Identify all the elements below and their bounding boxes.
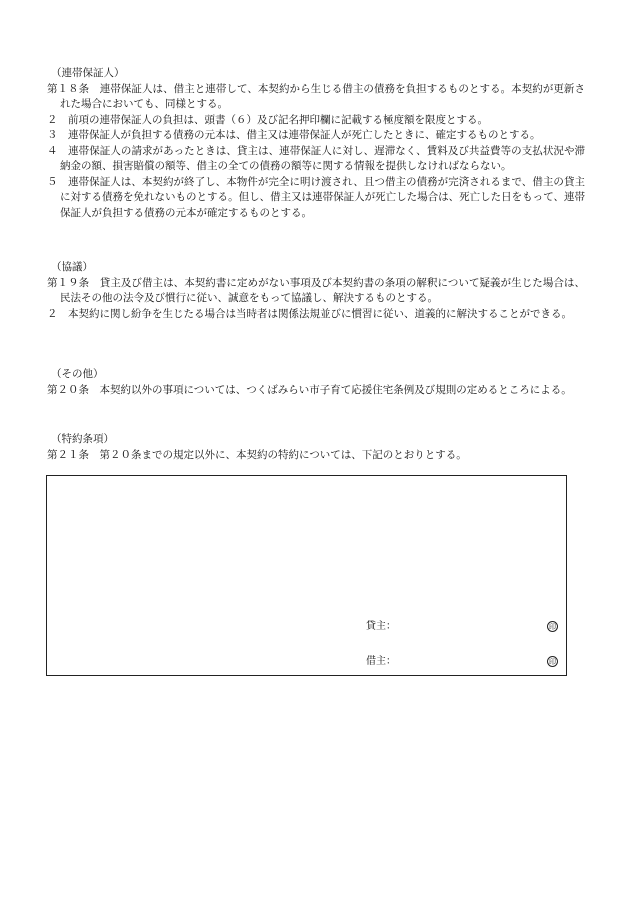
- article-18-heading: （連帯保証人）: [51, 67, 125, 79]
- lessor-seal-mark: 印: [549, 623, 556, 631]
- article-21-clause-1: 第２１条 第２０条までの規定以外に、本契約の特約については、下記のとおりとする。: [47, 448, 467, 461]
- article-20-section: [47, 367, 585, 398]
- lessee-seal-mark: 印: [549, 658, 556, 666]
- article-19-clause-2: ２ 本契約に関し紛争を生じたる場合は当時者は関係法規並びに慣習に従い、道義的に解決することができる。: [47, 307, 572, 320]
- lessee-label: 借主：: [366, 656, 396, 667]
- article-21-heading: （特約条項）: [51, 433, 114, 445]
- article-20-heading: （その他）: [51, 368, 104, 380]
- article-20-clause-1: 第２０条 本契約以外の事項については、つくばみらい市子育て応援住宅条例及び規則の定めるところによる。: [47, 383, 572, 396]
- lessor-label: 貸主：: [366, 621, 396, 632]
- article-18-clause-5: ５ 連帯保証人は、本契約が終了し、本物件が完全に明け渡され、且つ借主の債務が完済されるまで、借主の貸主に対する債務を免れないものとする。但し、借主又は連帯保証人が死亡した場合は、死亡した日をもって、連帯保証人が負担する債務の元本が確定するものとする。: [47, 175, 585, 219]
- article-18-section: [47, 66, 585, 221]
- article-18-clause-2: ２ 前項の連帯保証人の負担は、頭書（６）及び記名押印欄に記載する極度額を限度とする。: [47, 113, 488, 126]
- article-18-clause-3: ３ 連帯保証人が負担する債務の元本は、借主又は連帯保証人が死亡したときに、確定するものとする。: [47, 129, 541, 141]
- article-21-section: [47, 432, 585, 463]
- article-19-heading: （協議）: [51, 261, 93, 273]
- article-19-clause-1: 第１９条 貸主及び借主は、本契約書に定めがない事項及び本契約書の条項の解釈について疑義が生じた場合は、民法その他の法令及び慣行に従い、誠意をもって協議し、解決するものとする。: [47, 276, 585, 304]
- article-18-clause-4: ４ 連帯保証人の請求があったときは、貸主は、連帯保証人に対し、遅滞なく、賃料及び共益費等の支払状況や滞納金の額、損害賠償の額等、借主の全ての債務の額等に関する情報を提供しなければならない。: [47, 144, 585, 172]
- article-19-section: [47, 260, 585, 322]
- article-18-clause-1: 第１８条 連帯保証人は、借主と連帯して、本契約から生じる借主の債務を負担するものとする。本契約が更新された場合においても、同様とする。: [47, 82, 585, 110]
- special-provisions-box: [46, 475, 567, 676]
